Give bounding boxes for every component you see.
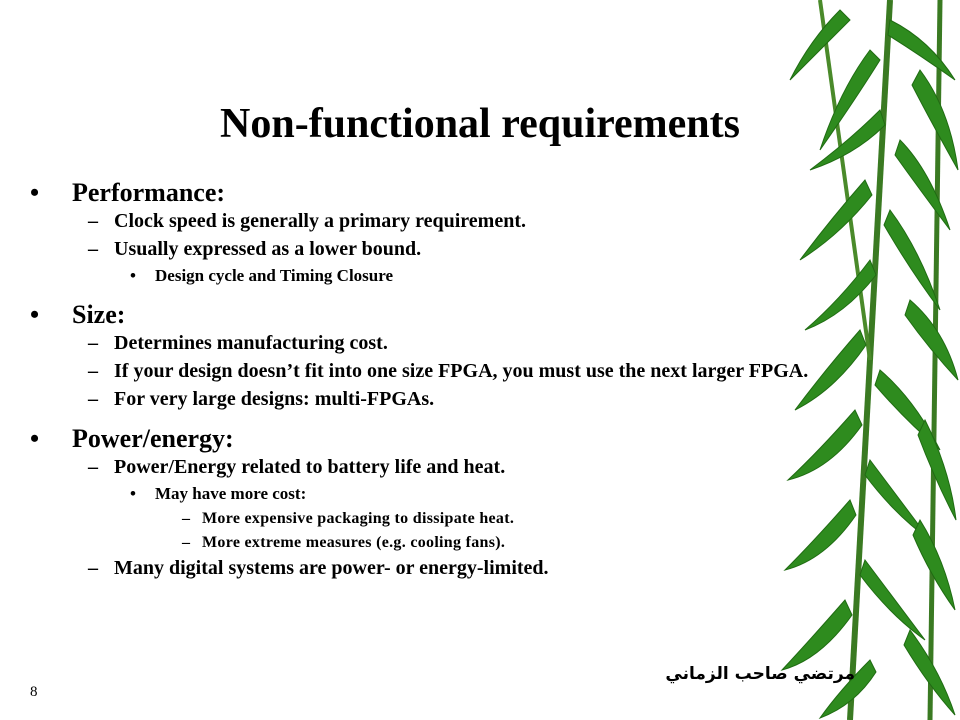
power-item: – Power/Energy related to battery life and heat.	[88, 456, 506, 478]
bamboo-leaf	[884, 210, 940, 310]
bullet-icon: •	[130, 266, 136, 285]
performance-item: – Usually expressed as a lower bound.	[88, 238, 422, 260]
dash-icon: –	[88, 238, 98, 260]
bullet-performance	[30, 178, 830, 208]
bullet-icon: •	[130, 484, 136, 503]
power-subsubitem: – More expensive packaging to dissipate heat.	[182, 510, 515, 527]
page-number: 8	[30, 684, 38, 700]
bullet-icon: •	[30, 178, 40, 207]
bullet-icon: •	[30, 424, 40, 453]
slide-content	[30, 170, 830, 585]
power-item: – Many digital systems are power- or energy-limited.	[88, 557, 549, 579]
dash-icon: –	[88, 210, 98, 232]
performance-heading: Performance:	[72, 178, 226, 207]
size-item: – Determines manufacturing cost.	[88, 332, 388, 354]
performance-item: – Clock speed is generally a primary requirement.	[88, 210, 526, 232]
bullet-power	[30, 424, 830, 454]
dash-icon: –	[88, 557, 98, 579]
dash-icon: –	[88, 332, 98, 354]
performance-subitem: • Design cycle and Timing Closure	[130, 266, 394, 285]
dash-icon: –	[88, 360, 98, 382]
size-item: – If your design doesn’t fit into one size FPGA, you must use the next larger FPGA.	[88, 360, 809, 382]
bamboo-leaf	[918, 420, 956, 520]
size-heading: Size:	[72, 300, 126, 329]
bamboo-leaf	[790, 10, 850, 80]
bamboo-leaf	[888, 20, 955, 80]
slide-title: Non-functional requirements	[220, 101, 740, 147]
power-subitem: • May have more cost:	[130, 484, 307, 503]
bamboo-leaf	[895, 140, 950, 230]
bamboo-leaf	[905, 300, 958, 380]
bullet-size	[30, 300, 830, 330]
dash-icon: –	[182, 534, 191, 551]
power-heading: Power/energy:	[72, 424, 234, 453]
dash-icon: –	[88, 456, 98, 478]
power-subsubitem: – More extreme measures (e.g. cooling fans).	[182, 534, 506, 551]
bamboo-leaf	[912, 70, 958, 170]
dash-icon: –	[182, 510, 191, 527]
bamboo-leaf	[860, 560, 925, 640]
bamboo-leaf	[782, 600, 852, 670]
author-footer: مرتضي صاحب الزماني	[665, 664, 855, 684]
dash-icon: –	[88, 388, 98, 410]
size-item: – For very large designs: multi-FPGAs.	[88, 388, 435, 410]
bullet-icon: •	[30, 300, 40, 329]
